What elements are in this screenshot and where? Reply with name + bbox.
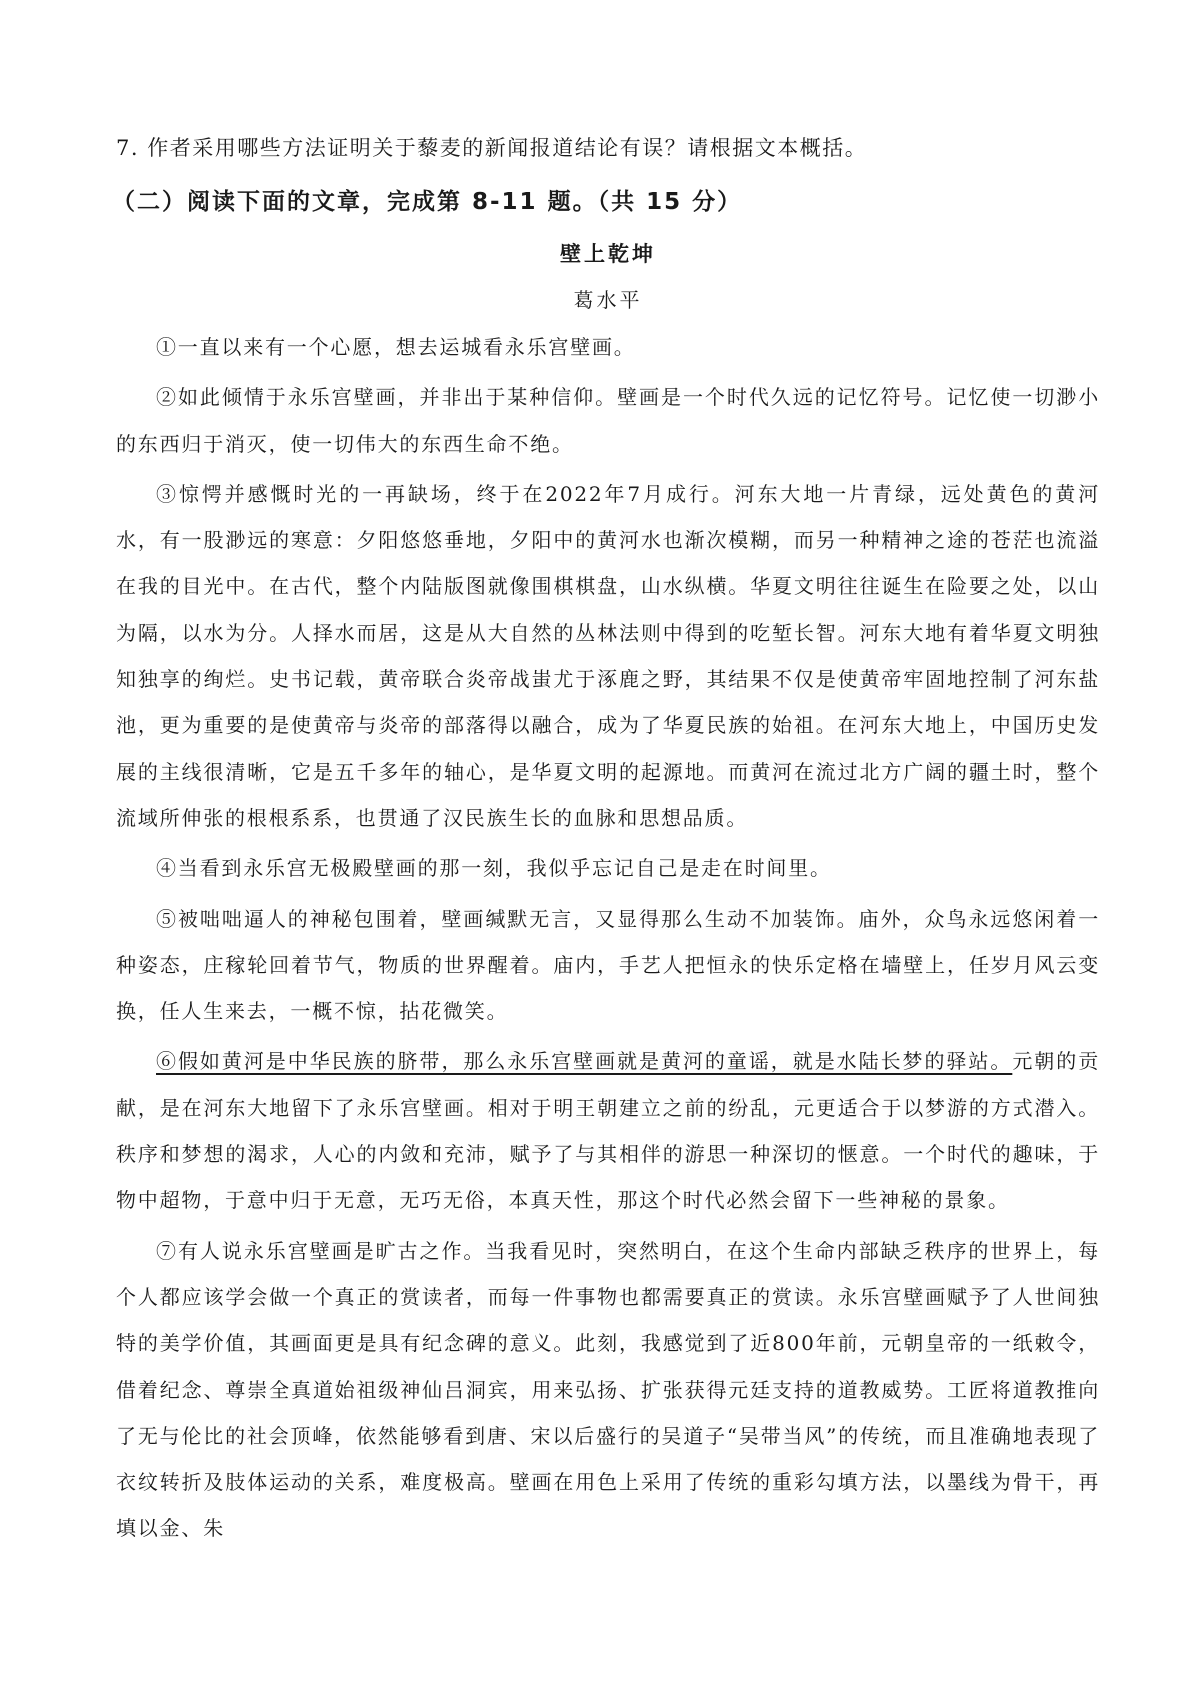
paragraph-6-rest: 元朝的贡献，是在河东大地留下了永乐宫壁画。相对于明王朝建立之前的纷乱，元更适合于以梦游的方式潜入。秩序和梦想的渴求，人心的内敛和充沛，赋予了与其相伴的游思一种深切的惬意。一个时代的趣味，于物中超物，于意中归于无意，无巧无俗，本真天性，那这个时代必然会留下一些神秘的景象。	[116, 1049, 1100, 1213]
paragraph-3: ③惊愕并感慨时光的一再缺场，终于在2022年7月成行。河东大地一片青绿，远处黄色的黄河水，有一股渺远的寒意：夕阳悠悠垂地，夕阳中的黄河水也渐次模糊，而另一种精神之途的苍茫也流溢在我的目光中。在古代，整个内陆版图就像围棋棋盘，山水纵横。华夏文明往往诞生在险要之处，以山为隔，以水为分。人择水而居，这是从大自然的丛林法则中得到的吃堑长智。河东大地有着华夏文明独知独享的绚烂。史书记载，黄帝联合炎帝战蚩尤于涿鹿之野，其结果不仅是使黄帝牢固地控制了河东盐池，更为重要的是使黄帝与炎帝的部落得以融合，成为了华夏民族的始祖。在河东大地上，中国历史发展的主线很清晰，它是五千多年的轴心，是华夏文明的起源地。而黄河在流过北方广阔的疆土时，整个流域所伸张的根根系系，也贯通了汉民族生长的血脉和思想品质。	[116, 481, 1100, 830]
paragraph-4: ④当看到永乐宫无极殿壁画的那一刻，我似乎忘记自己是走在时间里。	[156, 856, 832, 881]
paragraph-6-underlined-sentence: ⑥假如黄河是中华民族的脐带，那么永乐宫壁画就是黄河的童谣，就是水陆长梦的驿站。	[156, 1049, 1013, 1074]
section-heading: （二）阅读下面的文章，完成第 8-11 题。（共 15 分）	[112, 189, 743, 215]
paragraph-1: ①一直以来有一个心愿，想去运城看永乐宫壁画。	[156, 335, 636, 359]
article-author: 葛水平	[573, 288, 643, 312]
paragraph-5: ⑤被咄咄逼人的神秘包围着，壁画缄默无言，又显得那么生动不加装饰。庙外，众鸟永远悠闲着一种姿态，庄稼轮回着节气，物质的世界醒着。庙内，手艺人把恒永的快乐定格在墙壁上，任岁月风云变换，任人生来去，一概不惊，拈花微笑。	[116, 906, 1100, 1024]
paragraph-7: ⑦有人说永乐宫壁画是旷古之作。当我看见时，突然明白，在这个生命内部缺乏秩序的世界上，每个人都应该学会做一个真正的赏读者，而每一件事物也都需要真正的赏读。永乐宫壁画赋予了人世间独特的美学价值，其画面更是具有纪念碑的意义。此刻，我感觉到了近800年前，元朝皇帝的一纸敕令，借着纪念、尊崇全真道始祖级神仙吕洞宾，用来弘扬、扩张获得元廷支持的道教威势。工匠将道教推向了无与伦比的社会顶峰，依然能够看到唐、宋以后盛行的吴道子“吴带当风”的传统，而且准确地表现了衣纹转折及肢体运动的关系，难度极高。壁画在用色上采用了传统的重彩勾填方法，以墨线为骨干，再填以金、朱	[116, 1238, 1100, 1541]
paragraph-2: ②如此倾情于永乐宫壁画，并非出于某种信仰。壁画是一个时代久远的记忆符号。记忆使一切渺小的东西归于消灭，使一切伟大的东西生命不绝。	[116, 385, 1100, 456]
document-page	[112, 128, 1100, 1556]
paragraph-6	[116, 1038, 1100, 1223]
question-7: 7. 作者采用哪些方法证明关于藜麦的新闻报道结论有误？请根据文本概括。	[116, 136, 868, 160]
article-title: 壁上乾坤	[560, 242, 656, 266]
